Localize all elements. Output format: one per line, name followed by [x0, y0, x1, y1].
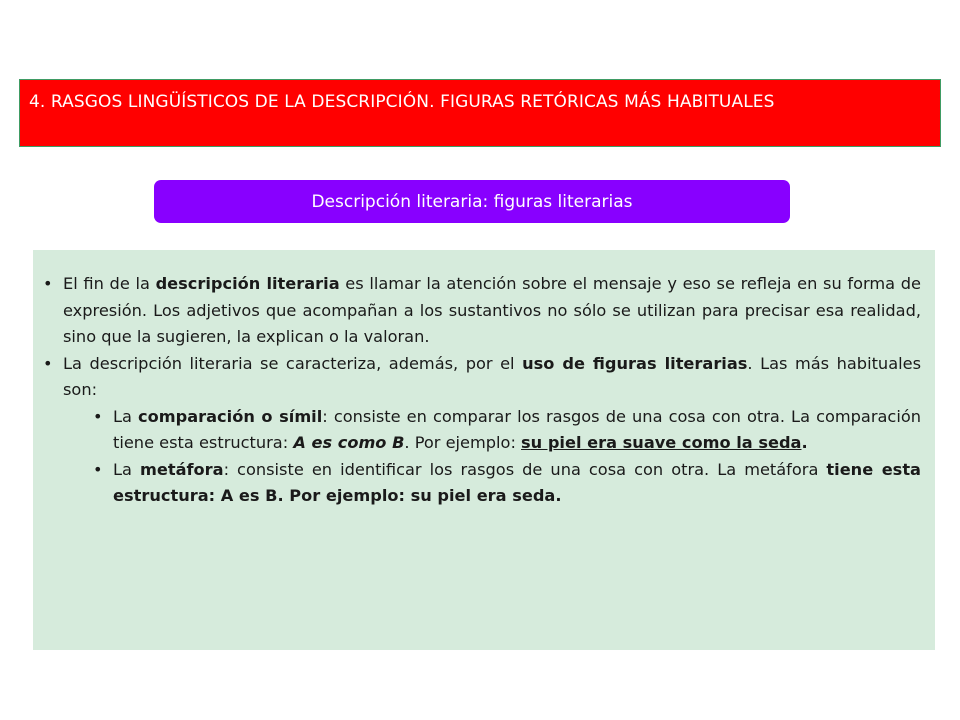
text-segment: La [113, 406, 139, 426]
bullet-icon: • [43, 353, 53, 373]
sub-list-item [43, 457, 921, 510]
text-segment: : consiste en comparar los rasgos de una cosa con otra. La comparación tiene esta estructura: [113, 406, 921, 452]
structure-example: A es como B [293, 433, 405, 452]
list-item [43, 271, 921, 351]
bold-term: descripción literaria [155, 274, 340, 293]
text-segment: es llamar la atención sobre el mensaje y eso se refleja en su forma de expresión. Los adjetivos que acompañan a los sustantivos no sólo se utilizan para precisar esa realidad, sino que la sugieren, la explican o la valoran. [63, 274, 921, 346]
section-title-bar [19, 79, 941, 147]
sub-list-item [43, 404, 921, 457]
bullet-icon: • [43, 274, 53, 293]
content-box [33, 250, 935, 650]
underlined-example: su piel era suave como la seda [521, 433, 802, 452]
subtitle-banner: Descripción literaria: figuras literarias [154, 180, 790, 223]
text-segment: : consiste en identificar los rasgos de una cosa con otra. La metáfora [223, 459, 827, 479]
bold-term: comparación o símil [138, 406, 323, 426]
list-item [43, 351, 921, 404]
text-segment: El fin de la [63, 274, 156, 293]
bold-example: tiene esta estructura: A es B. Por ejemplo: su piel era seda. [113, 459, 921, 505]
bold-term: uso de figuras literarias [522, 353, 748, 373]
text-segment: La [113, 459, 140, 479]
bold-term: metáfora [139, 459, 224, 479]
text-segment: . Por ejemplo: [404, 433, 522, 452]
bullet-icon: • [93, 459, 103, 479]
text-segment: . Las más habituales son: [63, 353, 922, 399]
text-segment: . [801, 433, 808, 452]
bullet-icon: • [93, 406, 103, 426]
text-segment: La descripción literaria se caracteriza, además, por el [63, 353, 523, 373]
section-title: 4. RASGOS LINGÜÍSTICOS DE LA DESCRIPCIÓN. FIGURAS RETÓRICAS MÁS HABITUALES [29, 92, 775, 112]
